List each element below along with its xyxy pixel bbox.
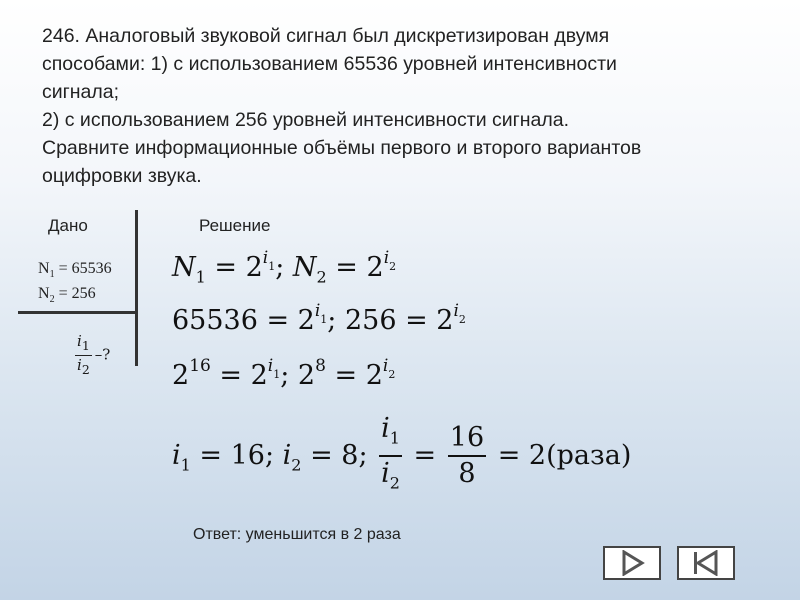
problem-line: 246. Аналоговый звуковой сигнал был дискретизирован двумя — [42, 25, 610, 47]
value-fraction: $\frac{16}{8}$ — [449, 422, 485, 490]
equation-4: $i_1 = 16$; $i_2 = 8$; $\frac{i_1}{i_2}$ = $\frac{16}{8}$ = 2(раза) — [172, 412, 631, 501]
equation-3: $2^{16} = 2^{i_1}$; $2^8 = 2^{i_2}$ — [172, 356, 396, 391]
horizontal-divider — [18, 311, 137, 314]
problem-line: сигнала; — [42, 81, 120, 103]
given-n1: $N_1 = 65536$ — [38, 260, 112, 281]
problem-line: 2) с использованием 256 уровней интенсивности сигнала. — [42, 109, 570, 131]
problem-text — [42, 22, 782, 190]
ratio-fraction: $\frac{i_1}{i_2}$ — [381, 413, 400, 493]
given-label: Дано — [48, 216, 88, 235]
given-n2: $N_2 = 256$ — [38, 285, 96, 306]
vertical-divider — [135, 210, 138, 366]
problem-line: Сравните информационные объёмы первого и второго вариантов — [42, 137, 642, 159]
skip-back-icon — [684, 550, 728, 576]
problem-line: оцифровки звука. — [42, 165, 202, 187]
find-fraction: $\frac{i_1}{i_2}$ –? — [77, 332, 111, 377]
equation-2: $65536 = 2^{i_1}$; $256 = 2^{i_2}$ — [172, 301, 466, 336]
play-icon — [610, 550, 654, 576]
next-slide-button[interactable] — [603, 546, 661, 580]
answer-text: Ответ: уменьшится в 2 раза — [193, 526, 401, 543]
problem-line: способами: 1) с использованием 65536 уровней интенсивности — [42, 53, 617, 75]
first-slide-button[interactable] — [677, 546, 735, 580]
solution-label: Решение — [199, 216, 271, 235]
equation-1: $N_1 = 2^{i_1}$; $N_2 = 2^{i_2}$ — [172, 248, 397, 287]
